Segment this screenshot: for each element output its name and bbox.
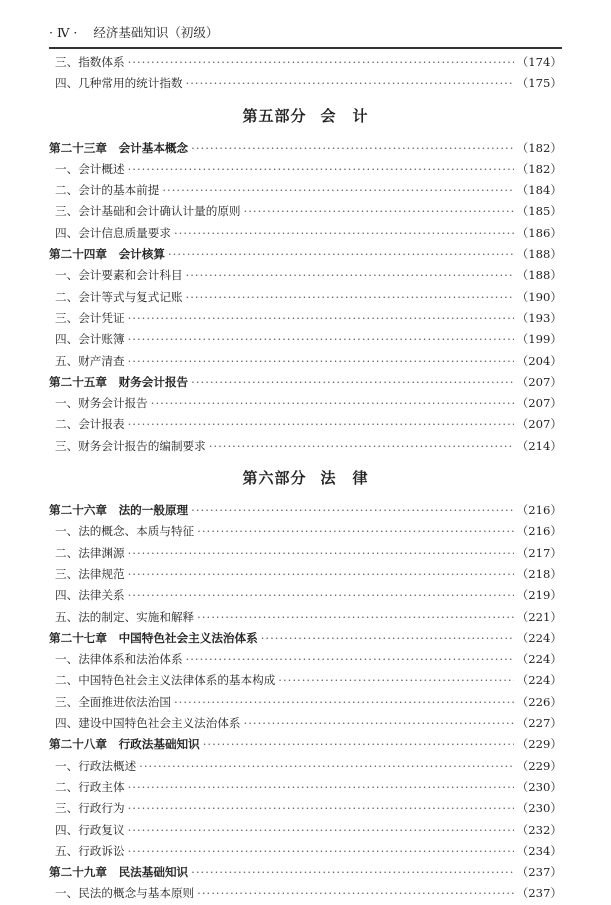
dot-leader: [191, 138, 514, 159]
section-title: 三、法律规范: [55, 566, 125, 581]
section-title: 二、中国特色社会主义法律体系的基本构成: [55, 673, 276, 688]
toc-chapter-row: [49, 628, 562, 649]
page-ref: （224）: [516, 630, 562, 645]
chapter-title: 第二十九章 民法基础知识: [49, 865, 189, 880]
dot-leader: [191, 862, 514, 883]
toc-section-row: [49, 52, 562, 73]
page-ref: （216）: [516, 503, 562, 518]
toc-chapter-row: [49, 138, 562, 159]
page-ref: （230）: [516, 779, 562, 794]
dot-leader: [128, 564, 514, 585]
page-ref: （182）: [516, 161, 562, 176]
section-title: 四、几种常用的统计指数: [55, 76, 183, 91]
toc-section-row: [49, 798, 562, 819]
dot-leader: [128, 798, 514, 819]
page-ref: （188）: [516, 247, 562, 262]
toc-section-row: [49, 820, 562, 841]
part-name: 法 律: [320, 469, 369, 488]
page-ref: （224）: [516, 652, 562, 667]
page-ref: （219）: [516, 588, 562, 603]
toc-section-row: [49, 521, 562, 542]
page-number: · Ⅳ ·: [49, 25, 78, 40]
section-title: 五、法的制定、实施和解释: [55, 609, 195, 624]
dot-leader: [128, 585, 514, 606]
dot-leader: [128, 52, 514, 73]
page-ref: （174）: [516, 55, 562, 69]
page-ref: （207）: [516, 374, 562, 389]
section-title: 一、行政法概述: [55, 758, 137, 773]
page-ref: （237）: [516, 886, 562, 901]
section-title: 三、行政行为: [55, 801, 125, 816]
section-title: 二、会计报表: [55, 417, 125, 432]
toc-section-row: [49, 180, 562, 201]
toc-section-row: [49, 414, 562, 435]
dot-leader: [168, 244, 514, 265]
toc-chapter-row: [49, 372, 562, 393]
section-title: 三、财务会计报告的编制要求: [55, 438, 206, 453]
section-title: 四、会计信息质量要求: [55, 225, 171, 240]
dot-leader: [186, 649, 514, 670]
page-ref: （186）: [516, 225, 562, 240]
dot-leader: [128, 543, 514, 564]
dot-leader: [244, 713, 514, 734]
section-title: 二、法律渊源: [55, 545, 125, 560]
toc-section-row: [49, 201, 562, 222]
page-ref: （214）: [516, 438, 562, 453]
dot-leader: [139, 756, 514, 777]
table-of-contents: [49, 52, 562, 905]
toc-section-row: [49, 756, 562, 777]
dot-leader: [197, 607, 514, 628]
page-ref: （227）: [516, 716, 562, 731]
page-ref: （175）: [516, 76, 562, 91]
dot-leader: [128, 308, 514, 329]
page-ref: （184）: [516, 183, 562, 198]
toc-section-row: [49, 159, 562, 180]
dot-leader: [128, 841, 514, 862]
toc-section-row: [49, 713, 562, 734]
chapter-title: 第二十五章 财务会计报告: [49, 374, 189, 389]
section-title: 一、财务会计报告: [55, 396, 148, 411]
section-title: 三、会计凭证: [55, 310, 125, 325]
section-title: 一、会计要素和会计科目: [55, 268, 183, 283]
dot-leader: [186, 73, 514, 94]
page-ref: （230）: [516, 801, 562, 816]
section-title: 二、会计的基本前提: [55, 183, 160, 198]
toc-section-row: [49, 351, 562, 372]
dot-leader: [128, 159, 514, 180]
toc-section-row: [49, 841, 562, 862]
page-ref: （218）: [516, 566, 562, 581]
book-title: 经济基础知识（初级）: [93, 25, 219, 40]
page-ref: （185）: [516, 204, 562, 219]
dot-leader: [186, 265, 514, 286]
chapter-title: 第二十七章 中国特色社会主义法治体系: [49, 630, 258, 645]
part-heading: [49, 95, 562, 138]
section-title: 五、财产清查: [55, 353, 125, 368]
part-name: 会 计: [320, 106, 369, 125]
section-title: 三、全面推进依法治国: [55, 694, 171, 709]
dot-leader: [203, 734, 514, 755]
chapter-title: 第二十六章 法的一般原理: [49, 503, 189, 518]
page-ref: （229）: [516, 737, 562, 752]
dot-leader: [174, 223, 514, 244]
page-ref: （182）: [516, 140, 562, 155]
dot-leader: [128, 414, 514, 435]
toc-section-row: [49, 607, 562, 628]
dot-leader: [174, 692, 514, 713]
toc-section-row: [49, 287, 562, 308]
dot-leader: [128, 329, 514, 350]
dot-leader: [197, 883, 514, 904]
section-title: 一、会计概述: [55, 161, 125, 176]
dot-leader: [151, 393, 514, 414]
page-ref: （193）: [516, 310, 562, 325]
section-title: 一、民法的概念与基本原则: [55, 886, 195, 901]
part-label: 第五部分: [242, 106, 307, 125]
section-title: 四、法律关系: [55, 588, 125, 603]
chapter-title: 第二十三章 会计基本概念: [49, 140, 189, 155]
toc-section-row: [49, 543, 562, 564]
toc-section-row: [49, 329, 562, 350]
page-ref: （232）: [516, 822, 562, 837]
toc-section-row: [49, 564, 562, 585]
toc-section-row: [49, 692, 562, 713]
toc-section-row: [49, 223, 562, 244]
toc-chapter-row: [49, 862, 562, 883]
toc-chapter-row: [49, 244, 562, 265]
toc-section-row: [49, 436, 562, 457]
page-ref: （234）: [516, 843, 562, 858]
section-title: 四、建设中国特色社会主义法治体系: [55, 716, 241, 731]
section-title: 四、会计账簿: [55, 332, 125, 347]
section-title: 五、行政诉讼: [55, 843, 125, 858]
page-ref: （217）: [516, 545, 562, 560]
toc-section-row: [49, 393, 562, 414]
page-ref: （207）: [516, 417, 562, 432]
toc-chapter-row: [49, 500, 562, 521]
dot-leader: [191, 372, 514, 393]
section-title: 一、法律体系和法治体系: [55, 652, 183, 667]
toc-section-row: [49, 265, 562, 286]
page-ref: （207）: [516, 396, 562, 411]
toc-section-row: [49, 73, 562, 94]
dot-leader: [244, 201, 514, 222]
page-ref: （229）: [516, 758, 562, 773]
page-ref: （224）: [516, 673, 562, 688]
section-title: 三、会计基础和会计确认计量的原则: [55, 204, 241, 219]
chapter-title: 第二十八章 行政法基础知识: [49, 737, 200, 752]
dot-leader: [261, 628, 514, 649]
page-ref: （221）: [516, 609, 562, 624]
dot-leader: [209, 436, 514, 457]
section-title: 二、会计等式与复式记账: [55, 289, 183, 304]
page-ref: （190）: [516, 289, 562, 304]
page-ref: （204）: [516, 353, 562, 368]
dot-leader: [186, 287, 514, 308]
part-heading: [49, 457, 562, 500]
toc-section-row: [49, 670, 562, 691]
toc-section-row: [49, 883, 562, 904]
running-header: [49, 20, 562, 46]
page-ref: （199）: [516, 332, 562, 347]
page-ref: （237）: [516, 865, 562, 880]
dot-leader: [197, 521, 514, 542]
dot-leader: [191, 500, 514, 521]
page-ref: （226）: [516, 694, 562, 709]
dot-leader: [128, 820, 514, 841]
toc-section-row: [49, 777, 562, 798]
dot-leader: [278, 670, 513, 691]
section-title: 三、指数体系: [55, 55, 125, 69]
toc-section-row: [49, 649, 562, 670]
section-title: 一、法的概念、本质与特征: [55, 524, 195, 539]
page-ref: （188）: [516, 268, 562, 283]
chapter-title: 第二十四章 会计核算: [49, 247, 165, 262]
dot-leader: [128, 351, 514, 372]
dot-leader: [162, 180, 513, 201]
toc-section-row: [49, 308, 562, 329]
section-title: 四、行政复议: [55, 822, 125, 837]
dot-leader: [128, 777, 514, 798]
toc-chapter-row: [49, 734, 562, 755]
toc-section-row: [49, 585, 562, 606]
page-ref: （216）: [516, 524, 562, 539]
header-divider: [49, 47, 562, 49]
section-title: 二、行政主体: [55, 779, 125, 794]
part-label: 第六部分: [242, 469, 307, 488]
